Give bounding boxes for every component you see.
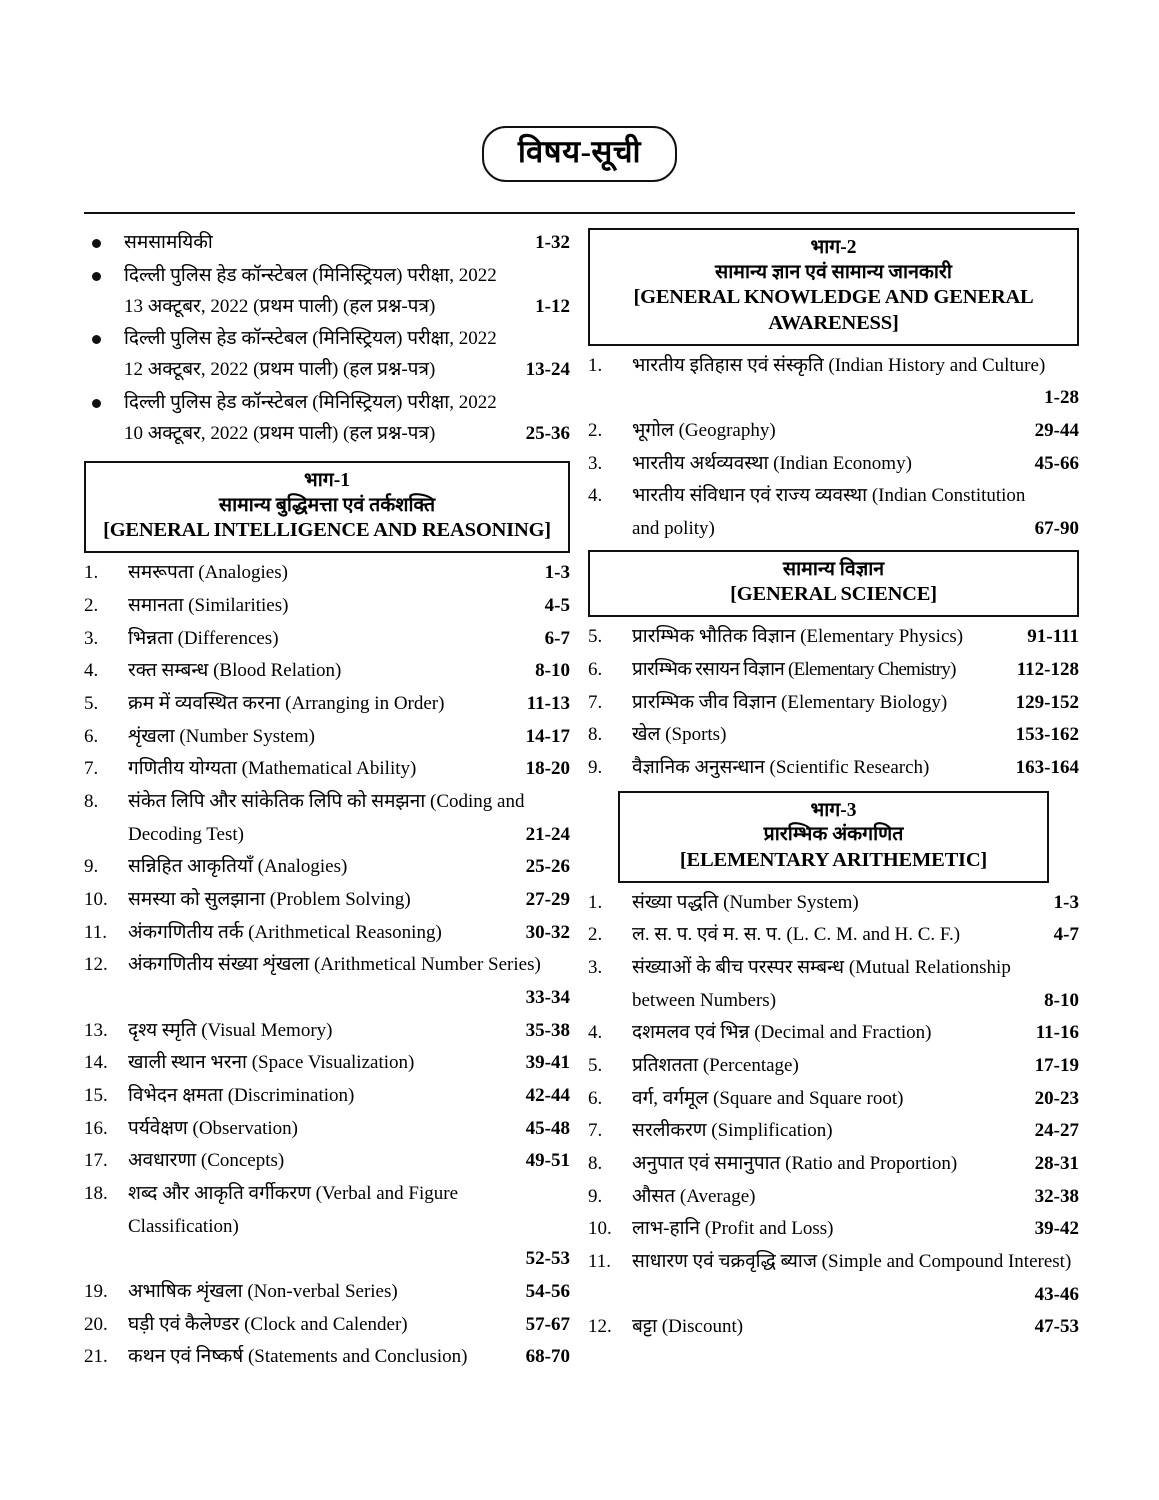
toc-entry-pages: 1-3 (544, 562, 570, 584)
toc-entry-title: संख्याओं के बीच परस्पर सम्बन्ध (Mutual Relationship (632, 956, 1011, 978)
part1-part-label: भाग-1 (304, 470, 350, 492)
toc-entry-number: 20. (84, 1313, 108, 1335)
toc-entry-number: 14. (84, 1052, 108, 1074)
front-matter-text: दिल्ली पुलिस हेड कॉन्स्टेबल (मिनिस्ट्रियल) परीक्षा, 2022 (124, 328, 497, 350)
part3-hindi-title: प्रारम्भिक अंकगणित (763, 824, 904, 846)
toc-entry-pages: 54-56 (525, 1281, 570, 1303)
toc-entry-title: शब्द और आकृति वर्गीकरण (Verbal and Figure Classification) (128, 1183, 459, 1237)
toc-entry-pages: 28-31 (1034, 1152, 1079, 1174)
toc-entry-number: 16. (84, 1117, 108, 1139)
toc-entry-title: विभेदन क्षमता (Discrimination) (128, 1085, 355, 1107)
toc-entry (588, 480, 1079, 545)
toc-entry-number: 9. (588, 1185, 603, 1207)
toc-entry (588, 1181, 1079, 1214)
part2-heading-box (588, 228, 1079, 346)
toc-entry-number: 5. (588, 1054, 603, 1076)
toc-entry-number: 6. (588, 1087, 603, 1109)
front-matter-item (84, 261, 570, 323)
toc-entry-title: सन्निहित आकृतियाँ (Analogies) (128, 856, 348, 878)
part3-entry-list (588, 887, 1079, 1344)
toc-entry-line (128, 557, 570, 590)
part1-hindi-title: सामान्य बुद्धिमत्ता एवं तर्कशक्ति (218, 494, 436, 516)
toc-entry (84, 786, 570, 851)
toc-entry-line (632, 887, 1079, 920)
toc-entry-title: वर्ग, वर्गमूल (Square and Square root) (632, 1087, 904, 1109)
toc-entry (588, 919, 1079, 952)
toc-entry-pages: 24-27 (1034, 1120, 1079, 1142)
toc-entry-title: समानता (Similarities) (128, 594, 289, 616)
toc-entry-line-continued (128, 819, 570, 852)
toc-entry-pages: 45-48 (525, 1117, 570, 1139)
toc-entry-title: भूगोल (Geography) (632, 420, 776, 442)
toc-entry-line (128, 851, 570, 884)
toc-entry-number: 10. (84, 889, 108, 911)
general-science-hindi-title: सामान्य विज्ञान (782, 558, 885, 580)
toc-entry-title-continued: Decoding Test) (128, 823, 244, 845)
front-matter-pages: 13-24 (525, 359, 570, 381)
toc-entry-title: वैज्ञानिक अनुसन्धान (Scientific Research) (632, 756, 930, 778)
toc-entry-title: भारतीय इतिहास एवं संस्कृति (Indian History and Culture) (632, 354, 1046, 376)
part2-part-label: भाग-2 (810, 237, 857, 258)
toc-entry-pages: 153-162 (1015, 724, 1079, 746)
toc-entry-number: 5. (84, 693, 99, 714)
toc-entry (84, 753, 570, 786)
toc-entry-line (632, 350, 1079, 383)
toc-entry-line (632, 1148, 1079, 1181)
toc-entry-title: भारतीय अर्थव्यवस्था (Indian Economy) (632, 452, 912, 474)
toc-entry-line (128, 884, 570, 917)
toc-entry-pages: 29-44 (1034, 420, 1079, 442)
toc-entry-number: 4. (588, 1022, 603, 1044)
toc-entry-number: 13. (84, 1019, 108, 1041)
toc-entry-title: भारतीय संविधान एवं राज्य व्यवस्था (Indian Constitution (632, 485, 1026, 507)
toc-entry-pages: 4-5 (544, 594, 570, 616)
toc-entry-pages: 14-17 (525, 725, 570, 747)
toc-entry-pages: 20-23 (1034, 1087, 1079, 1109)
toc-entry-line-continued (632, 985, 1079, 1018)
toc-entry-line (632, 621, 1079, 654)
front-matter-line (124, 324, 570, 355)
toc-entry-pages: 42-44 (525, 1085, 570, 1107)
part3-english-title: [ELEMENTARY ARITHEMETIC] (679, 848, 988, 871)
toc-entry-title: प्रारम्भिक जीव विज्ञान (Elementary Biology) (632, 691, 948, 713)
toc-entry-line (128, 1309, 570, 1342)
toc-entry (588, 1083, 1079, 1116)
toc-entry (588, 448, 1079, 481)
toc-entry-title: खाली स्थान भरना (Space Visualization) (128, 1052, 415, 1074)
toc-entry-pages: 18-20 (525, 758, 570, 780)
toc-entry-line (128, 721, 570, 754)
toc-entry-line (632, 752, 1079, 785)
toc-entry-title: रक्त सम्बन्ध (Blood Relation) (128, 660, 342, 682)
toc-entry-line (128, 688, 570, 721)
toc-entry-title-continued: between Numbers) (632, 989, 777, 1011)
toc-entry (588, 719, 1079, 752)
toc-entry-number: 11. (84, 921, 108, 943)
toc-entry-line (128, 1145, 570, 1178)
bullet-icon (92, 239, 101, 248)
toc-entry (588, 887, 1079, 920)
toc-entry-title: गणितीय योग्यता (Mathematical Ability) (128, 758, 417, 780)
toc-entry-title: दशमलव एवं भिन्न (Decimal and Fraction) (632, 1022, 932, 1044)
front-matter-pages: 1-12 (535, 295, 570, 317)
toc-entry-title: खेल (Sports) (632, 724, 727, 746)
toc-entry (84, 557, 570, 590)
toc-entry-number: 12. (588, 1316, 612, 1338)
toc-entry-number: 21. (84, 1346, 108, 1368)
front-matter-text: दिल्ली पुलिस हेड कॉन्स्टेबल (मिनिस्ट्रियल) परीक्षा, 2022 (124, 391, 497, 413)
page-title-container (0, 126, 1159, 182)
front-matter-text: दिल्ली पुलिस हेड कॉन्स्टेबल (मिनिस्ट्रियल) परीक्षा, 2022 (124, 264, 497, 286)
toc-entry-pages: 91-111 (1027, 626, 1079, 648)
toc-entry-pages: 49-51 (525, 1150, 570, 1172)
toc-entry-number: 2. (84, 594, 99, 616)
toc-entry-title: अभाषिक शृंखला (Non-verbal Series) (128, 1281, 398, 1303)
toc-entry-line (128, 786, 570, 819)
toc-entry-number: 8. (84, 791, 99, 813)
toc-entry-line (632, 1213, 1079, 1246)
toc-entry-pages: 1-3 (1053, 891, 1079, 913)
toc-entry-number: 5. (588, 626, 603, 648)
toc-entry-pages: 68-70 (525, 1346, 570, 1368)
toc-entry-number: 2. (588, 924, 603, 946)
bullet-icon (92, 272, 101, 281)
toc-entry-line (632, 480, 1079, 513)
toc-entry (588, 1115, 1079, 1148)
general-science-heading-box (588, 550, 1079, 617)
toc-entry-line (632, 919, 1079, 952)
toc-entry-number: 4. (588, 485, 603, 507)
toc-entry-title: कथन एवं निष्कर्ष (Statements and Conclusion) (128, 1346, 468, 1368)
toc-entry (84, 1145, 570, 1178)
toc-entry-number: 19. (84, 1281, 108, 1303)
left-column (84, 228, 570, 1374)
toc-entry-number: 1. (588, 891, 603, 913)
toc-entry (84, 1178, 570, 1276)
toc-entry-line (128, 655, 570, 688)
front-matter-item (84, 228, 570, 259)
toc-entry-pages: 8-10 (535, 660, 570, 682)
toc-entry-number: 3. (588, 452, 603, 474)
front-matter-text: 12 अक्टूबर, 2022 (प्रथम पाली) (हल प्रश्न-पत्र) (124, 359, 436, 381)
toc-entry-title: शृंखला (Number System) (128, 725, 315, 747)
toc-entry-number: 7. (588, 691, 603, 713)
toc-entry-line (632, 1115, 1079, 1148)
toc-entry (588, 1017, 1079, 1050)
toc-entry-pages: 35-38 (525, 1019, 570, 1041)
toc-entry-number: 17. (84, 1150, 108, 1172)
toc-entry-line (632, 415, 1079, 448)
part2-entry-list (588, 350, 1079, 546)
toc-entry (588, 1148, 1079, 1181)
toc-entry-pages: 30-32 (525, 921, 570, 943)
front-matter-list (84, 228, 570, 449)
toc-entry-pages: 47-53 (1034, 1316, 1079, 1338)
toc-entry-line (128, 753, 570, 786)
toc-entry-line (632, 1050, 1079, 1083)
toc-entry-line (632, 654, 1079, 687)
toc-entry-title: क्रम में व्यवस्थित करना (Arranging in Order) (128, 693, 445, 714)
toc-entry-number: 3. (588, 956, 603, 978)
toc-entry (588, 621, 1079, 654)
toc-entry (84, 949, 570, 1014)
toc-entry-number: 18. (84, 1183, 108, 1205)
toc-entry-line-continued (632, 513, 1079, 546)
front-matter-line (124, 388, 570, 419)
toc-entry-title: अनुपात एवं समानुपात (Ratio and Proportion) (632, 1152, 958, 1174)
toc-entry-line (128, 1276, 570, 1309)
toc-entry-number: 2. (588, 420, 603, 442)
toc-entry-line (128, 623, 570, 656)
toc-entry-number: 7. (588, 1120, 603, 1142)
toc-entry-pages: 45-66 (1034, 452, 1079, 474)
toc-entry-pages: 11-13 (526, 693, 570, 714)
toc-entry-pages: 4-7 (1053, 924, 1079, 946)
toc-entry-line (128, 1080, 570, 1113)
toc-entry-line (128, 1047, 570, 1080)
toc-entry-title: दृश्य स्मृति (Visual Memory) (128, 1019, 333, 1041)
front-matter-text: समसामयिकी (124, 232, 213, 253)
bullet-icon (92, 335, 101, 344)
toc-entry-line (128, 590, 570, 623)
toc-entry (84, 1113, 570, 1146)
header-divider (84, 212, 1075, 214)
toc-entry-title: समस्या को सुलझाना (Problem Solving) (128, 889, 411, 911)
toc-entry-number: 8. (588, 724, 603, 746)
toc-entry-number: 9. (588, 756, 603, 778)
toc-entry-title: समरूपता (Analogies) (128, 562, 288, 584)
toc-entry (84, 590, 570, 623)
toc-entry-pages: 25-26 (525, 856, 570, 878)
toc-entry-title: घड़ी एवं कैलेण्डर (Clock and Calender) (128, 1313, 408, 1335)
part3-part-label: भाग-3 (810, 799, 857, 821)
toc-entry-number: 4. (84, 660, 99, 682)
toc-entry-number: 3. (84, 627, 99, 649)
toc-entry-title: संकेत लिपि और सांकेतिक लिपि को समझना (Coding and (128, 791, 525, 813)
toc-entry-title: लाभ-हानि (Profit and Loss) (632, 1218, 834, 1240)
toc-entry-pages: 57-67 (525, 1313, 570, 1335)
part2-hindi-title: सामान्य ज्ञान एवं सामान्य जानकारी (715, 261, 952, 283)
front-matter-text: 10 अक्टूबर, 2022 (प्रथम पाली) (हल प्रश्न-पत्र) (124, 422, 436, 444)
toc-entry-title: प्रारम्भिक रसायन विज्ञान (Elementary Chemistry) (632, 658, 956, 680)
toc-entry (84, 1276, 570, 1309)
toc-entry (84, 884, 570, 917)
toc-entry-pages: 21-24 (525, 823, 570, 845)
toc-entry (588, 1050, 1079, 1083)
toc-entry-pages: 27-29 (525, 889, 570, 911)
toc-entry-line (632, 952, 1079, 985)
general-science-english-title: [GENERAL SCIENCE] (730, 583, 937, 606)
toc-entry (588, 1246, 1079, 1311)
toc-entry-title: पर्यवेक्षण (Observation) (128, 1117, 299, 1139)
toc-entry-line (632, 1017, 1079, 1050)
toc-entry-title: बट्टा (Discount) (632, 1316, 744, 1338)
toc-entry (588, 350, 1079, 415)
toc-entry (588, 952, 1079, 1017)
toc-entry-number: 1. (84, 562, 99, 584)
front-matter-item (84, 324, 570, 386)
part1-english-title: [GENERAL INTELLIGENCE AND REASONING] (103, 519, 551, 542)
toc-entry-title: प्रतिशतता (Percentage) (632, 1054, 799, 1076)
front-matter-item (84, 388, 570, 450)
toc-entry-pages: 33-34 (525, 987, 570, 1009)
toc-entry-number: 11. (588, 1250, 612, 1272)
toc-entry-number: 6. (588, 658, 603, 680)
front-matter-line (124, 419, 570, 450)
toc-entry-pages: 163-164 (1015, 756, 1079, 778)
toc-entry (84, 721, 570, 754)
toc-entry (84, 851, 570, 884)
toc-entry-number: 15. (84, 1085, 108, 1107)
toc-entry-title: औसत (Average) (632, 1185, 756, 1207)
toc-entry (588, 752, 1079, 785)
toc-entry-number: 12. (84, 954, 108, 976)
toc-entry-line (128, 1015, 570, 1048)
toc-entry-pages: 129-152 (1015, 691, 1079, 713)
toc-entry (84, 917, 570, 950)
toc-entry-line (632, 1311, 1079, 1344)
toc-entry-line (632, 1246, 1079, 1279)
toc-entry-line (128, 1113, 570, 1146)
toc-entry (84, 1015, 570, 1048)
front-matter-pages: 25-36 (525, 422, 570, 444)
toc-entry (84, 1047, 570, 1080)
toc-entry-pages: 52-53 (525, 1248, 570, 1270)
toc-entry-title-continued: and polity) (632, 518, 715, 540)
toc-entry-number: 1. (588, 354, 603, 376)
front-matter-line (124, 261, 570, 292)
part2-english-title-line2: AWARENESS] (768, 311, 899, 334)
toc-entry-line (632, 1083, 1079, 1116)
toc-entry-number: 10. (588, 1218, 612, 1240)
toc-entry (588, 1311, 1079, 1344)
part1-heading-box (84, 461, 570, 553)
toc-entry-line (632, 719, 1079, 752)
toc-entry-pages: 43-46 (1034, 1283, 1079, 1305)
toc-entry (84, 1341, 570, 1374)
toc-entry (84, 655, 570, 688)
part3-heading-box (618, 791, 1049, 883)
toc-entry-line (128, 1178, 570, 1243)
toc-entry-pages: 8-10 (1044, 989, 1079, 1011)
toc-entry-title: अंकगणितीय संख्या शृंखला (Arithmetical Number Series) (128, 954, 541, 976)
toc-entry-line (128, 1341, 570, 1374)
toc-entry-line (632, 448, 1079, 481)
toc-entry (84, 1309, 570, 1342)
toc-entry-pages: 6-7 (544, 627, 570, 649)
toc-entry-pages: 67-90 (1034, 518, 1079, 540)
toc-entry (84, 688, 570, 721)
toc-entry-title: सरलीकरण (Simplification) (632, 1120, 833, 1142)
toc-entry-number: 9. (84, 856, 99, 878)
toc-entry-pages: 32-38 (1034, 1185, 1079, 1207)
front-matter-text: 13 अक्टूबर, 2022 (प्रथम पाली) (हल प्रश्न-पत्र) (124, 295, 436, 317)
toc-entry-number: 8. (588, 1152, 603, 1174)
toc-entry-title: भिन्नता (Differences) (128, 627, 279, 649)
toc-entry-pages: 112-128 (1016, 658, 1079, 680)
toc-entry-line (128, 917, 570, 950)
toc-entry-title: अवधारणा (Concepts) (128, 1150, 285, 1172)
front-matter-pages: 1-32 (535, 232, 570, 253)
toc-entry-number: 6. (84, 725, 99, 747)
toc-entry-pages: 17-19 (1034, 1054, 1079, 1076)
toc-entry-number: 7. (84, 758, 99, 780)
toc-entry-line (632, 687, 1079, 720)
right-column (588, 228, 1079, 1344)
front-matter-line (124, 355, 570, 386)
page-title: विषय-सूची (482, 126, 677, 182)
toc-entry (588, 654, 1079, 687)
toc-entry-pages: 11-16 (1035, 1022, 1079, 1044)
toc-entry-title: अंकगणितीय तर्क (Arithmetical Reasoning) (128, 921, 442, 943)
general-science-entry-list (588, 621, 1079, 784)
toc-entry (588, 1213, 1079, 1246)
toc-entry (588, 687, 1079, 720)
toc-entry-title: साधारण एवं चक्रवृद्धि ब्याज (Simple and Compound Interest) (632, 1250, 1072, 1272)
front-matter-line (124, 228, 570, 259)
toc-entry (84, 1080, 570, 1113)
part2-english-title-line1: [GENERAL KNOWLEDGE AND GENERAL (633, 286, 1034, 309)
toc-entry-line (128, 949, 570, 982)
toc-entry-title: संख्या पद्धति (Number System) (632, 891, 859, 913)
front-matter-line (124, 292, 570, 323)
toc-entry-line (632, 1181, 1079, 1214)
bullet-icon (92, 399, 101, 408)
toc-entry-pages: 39-41 (525, 1052, 570, 1074)
part1-entry-list (84, 557, 570, 1374)
toc-entry-pages: 39-42 (1034, 1218, 1079, 1240)
toc-entry (84, 623, 570, 656)
toc-entry-title: प्रारम्भिक भौतिक विज्ञान (Elementary Physics) (632, 626, 964, 648)
toc-entry-pages: 1-28 (1044, 387, 1079, 409)
toc-entry-title: ल. स. प. एवं म. स. प. (L. C. M. and H. C. F.) (632, 924, 961, 946)
toc-entry (588, 415, 1079, 448)
